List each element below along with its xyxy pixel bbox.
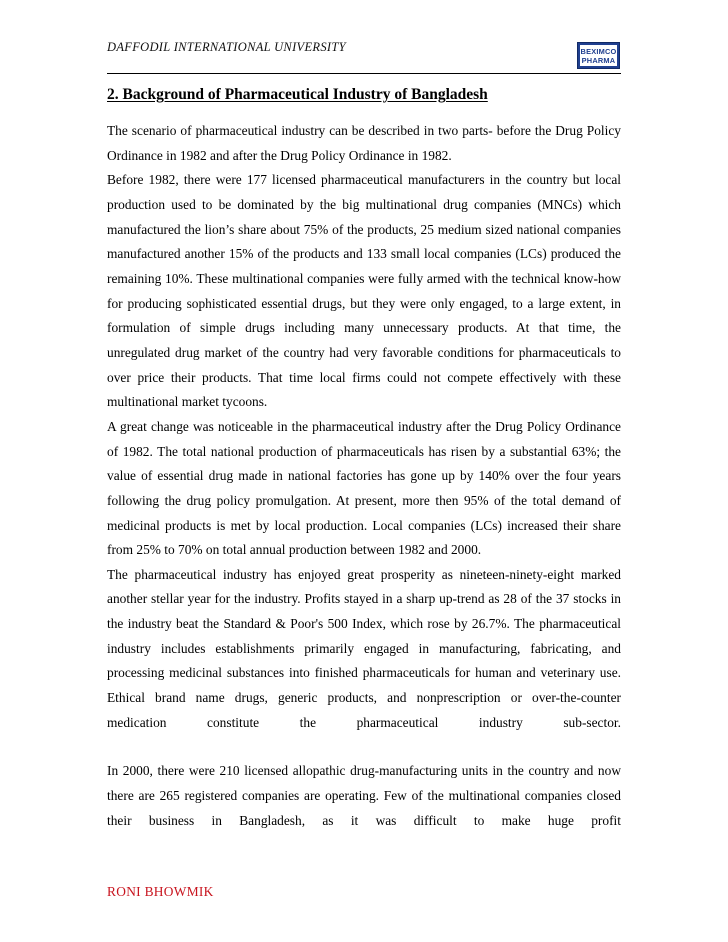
paragraph-3: A great change was noticeable in the pharmaceutical industry after the Drug Policy Ordinance of 1982. The total national production of pharmaceuticals has risen by a substantial 63%; the value of essential drug made in national factories has gone up by 140% over the four years following the drug policy promulgation. At present, more then 95% of the total demand of medicinal products is met by local production. Local companies (LCs) increased their share from 25% to 70% on total annual production between 1982 and 2000.: [107, 418, 621, 558]
footer-author: RONI BHOWMIK: [107, 884, 214, 899]
body-text: [107, 119, 621, 833]
paragraph-2: Before 1982, there were 177 licensed pharmaceutical manufacturers in the country but local production used to be dominated by the big multinational drug companies (MNCs) which manufactured the lion’s share about 75% of the products, 25 medium sized national companies manufactured another 15% of the products and 133 small local companies (LCs) produced the remaining 10%. These multinational companies were fully armed with the technical know-how for producing sophisticated essential drugs, but they were only engaged, to a large extent, in formulation of simple drugs including many unnecessary products. At that time, the unregulated drug market of the country had very favorable conditions for pharmaceuticals to over price their products. That time local firms could not compete effectively with these multinational market tycoons.: [107, 172, 621, 410]
paragraph-4: The pharmaceutical industry has enjoyed great prosperity as nineteen-ninety-eight marked another stellar year for the industry. Profits stayed in a sharp up-trend as 28 of the 37 stocks in the industry beat the Standard & Poor's 500 Index, which rose by 26.7%. The pharmaceutical industry includes establishments primarily engaged in manufacturing, fabricating, and processing medicinal substances into finished pharmaceuticals for human and veterinary use. Ethical brand name drugs, generic products, and nonprescription or over-the-counter medication constitute the pharmaceutical industry sub-sector.: [107, 566, 621, 730]
logo-line-2: PHARMA: [581, 55, 616, 65]
header-divider: [107, 73, 621, 74]
paragraph-1: The scenario of pharmaceutical industry can be described in two parts- before the Drug Policy Ordinance in 1982 and after the Drug Policy Ordinance in 1982.: [107, 123, 621, 163]
section-title: 2. Background of Pharmaceutical Industry of Bangladesh: [107, 86, 488, 103]
beximco-pharma-logo: [577, 42, 620, 69]
logo-line-1: BEXIMCO: [580, 46, 617, 56]
paragraph-5: In 2000, there were 210 licensed allopathic drug-manufacturing units in the country and now there are 265 registered companies are operating. Few of the multinational companies closed their business in Bangladesh, as it was difficult to make huge profit: [107, 763, 621, 828]
header-university: DAFFODIL INTERNATIONAL UNIVERSITY: [107, 40, 346, 54]
